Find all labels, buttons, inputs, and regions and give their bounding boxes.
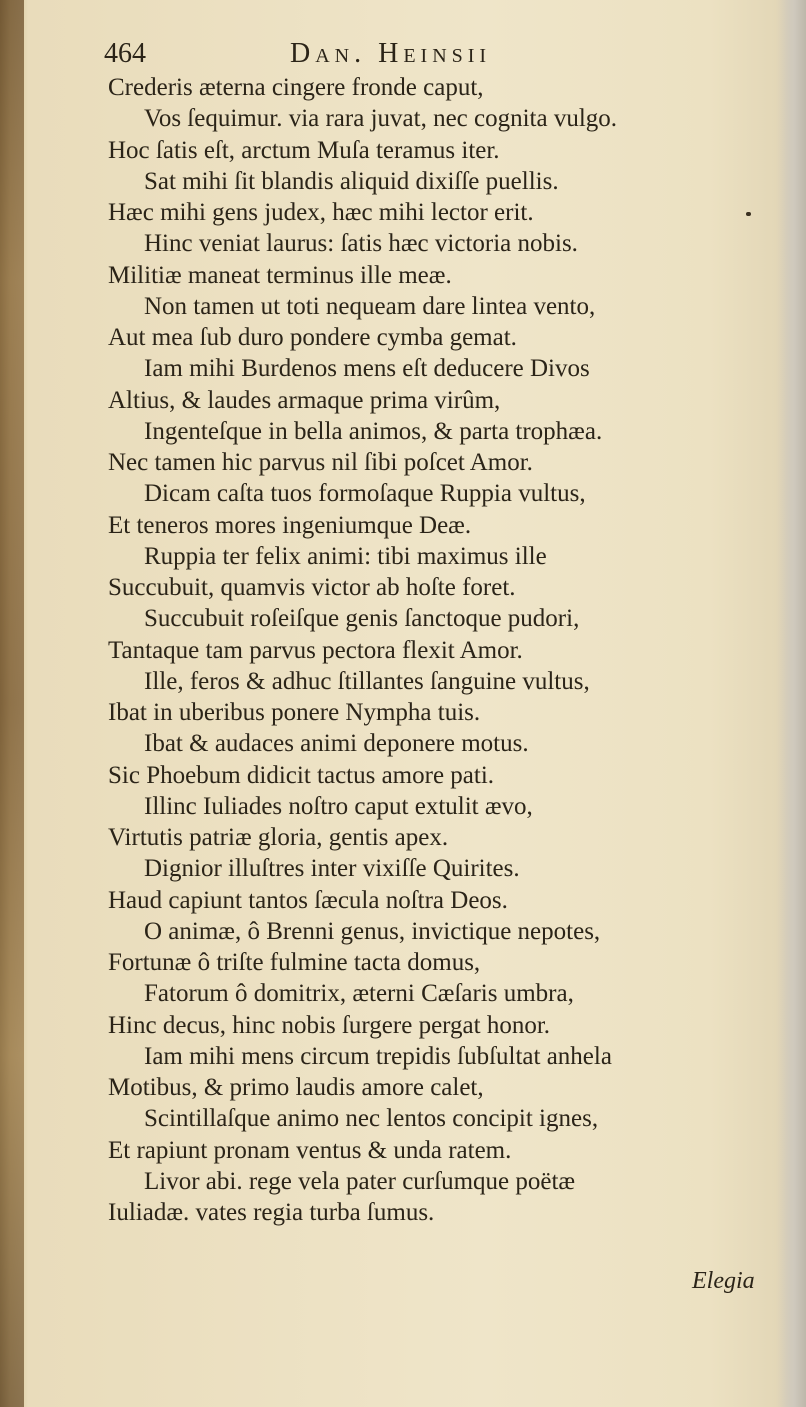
verse-line: Aut mea ſub duro pondere cymba gemat. [108,324,517,351]
verse-line: Motibus, & primo laudis amore calet, [108,1074,484,1101]
page-header [104,36,664,72]
verse-line: Et rapiunt pronam ventus & unda ratem. [108,1136,512,1164]
verse-line: Hæc mihi gens judex, hæc mihi lector erit. [108,199,534,226]
verse-line: Iuliadæ. vates regia turba ſumus. [108,1199,435,1226]
verse-line: Et teneros mores ingeniumque Deæ. [108,511,472,539]
running-head: Dan. Heinsii [290,38,492,69]
margin-mark [746,212,751,216]
verse-line: Ingenteſque in bella animos, & parta trophæa. [144,417,603,445]
verse-line: Virtutis patriæ gloria, gentis apex. [108,824,449,851]
verse-line: Nec tamen hic parvus nil ſibi poſcet Amor. [108,449,533,476]
verse-line: Altius, & laudes armaque prima virûm, [108,386,501,414]
verse-line: Ibat & audaces animi deponere motus. [144,730,529,758]
verse-line: Iam mihi mens circum trepidis ſubſultat anhela [144,1042,612,1070]
verse-line: Non tamen ut toti nequeam dare lintea vento, [144,292,596,320]
verse-line: Ruppia ter felix animi: tibi maximus ille [144,542,547,570]
page-number: 464 [104,38,146,69]
verse-line: Ille, feros & adhuc ſtillantes ſanguine vultus, [144,667,590,695]
verse-line: Crederis æterna cingere fronde caput, [108,74,484,101]
verse-line: Dicam caſta tuos formoſaque Ruppia vultus, [144,480,586,508]
verse-line: Vos ſequimur. via rara juvat, nec cognita vulgo. [144,105,618,133]
verse-line: Hinc decus, hinc nobis ſurgere pergat honor. [108,1011,551,1039]
verse-line: Hoc ſatis eſt, arctum Muſa teramus iter. [108,136,500,164]
verse-line: Dignior illuſtres inter vixiſſe Quirites. [144,855,520,883]
verse-line: Illinc Iuliades noſtro caput extulit ævo, [144,792,533,820]
verse-line: O animæ, ô Brenni genus, invictique nepotes, [144,917,601,945]
verse-line: Sat mihi ſit blandis aliquid dixiſſe puellis. [144,167,559,195]
verse-line: Militiæ maneat terminus ille meæ. [108,261,452,289]
verse-line: Haud capiunt tantos ſæcula noſtra Deos. [108,886,508,914]
verse-line: Hinc veniat laurus: ſatis hæc victoria nobis. [144,230,578,258]
verse-line: Ibat in uberibus ponere Nympha tuis. [108,699,481,726]
verse-line: Fatorum ô domitrix, æterni Cæſaris umbra, [144,980,574,1008]
verse-line: Fortunæ ô triſte fulmine tacta domus, [108,949,481,976]
poem-text [0,72,806,1228]
catchword: Elegia [692,1268,755,1294]
verse-line: Scintillaſque animo nec lentos concipit ignes, [144,1105,599,1133]
verse-line: Iam mihi Burdenos mens eſt deducere Divos [144,355,590,383]
verse-line: Sic Phoebum didicit tactus amore pati. [108,761,495,789]
verse-line: Succubuit roſeiſque genis ſanctoque pudori, [144,605,580,633]
verse-line: Succubuit, quamvis victor ab hoſte foret. [108,574,516,601]
verse-line: Livor abi. rege vela pater curſumque poëtæ [144,1167,576,1195]
verse-line: Tantaque tam parvus pectora flexit Amor. [108,636,523,664]
